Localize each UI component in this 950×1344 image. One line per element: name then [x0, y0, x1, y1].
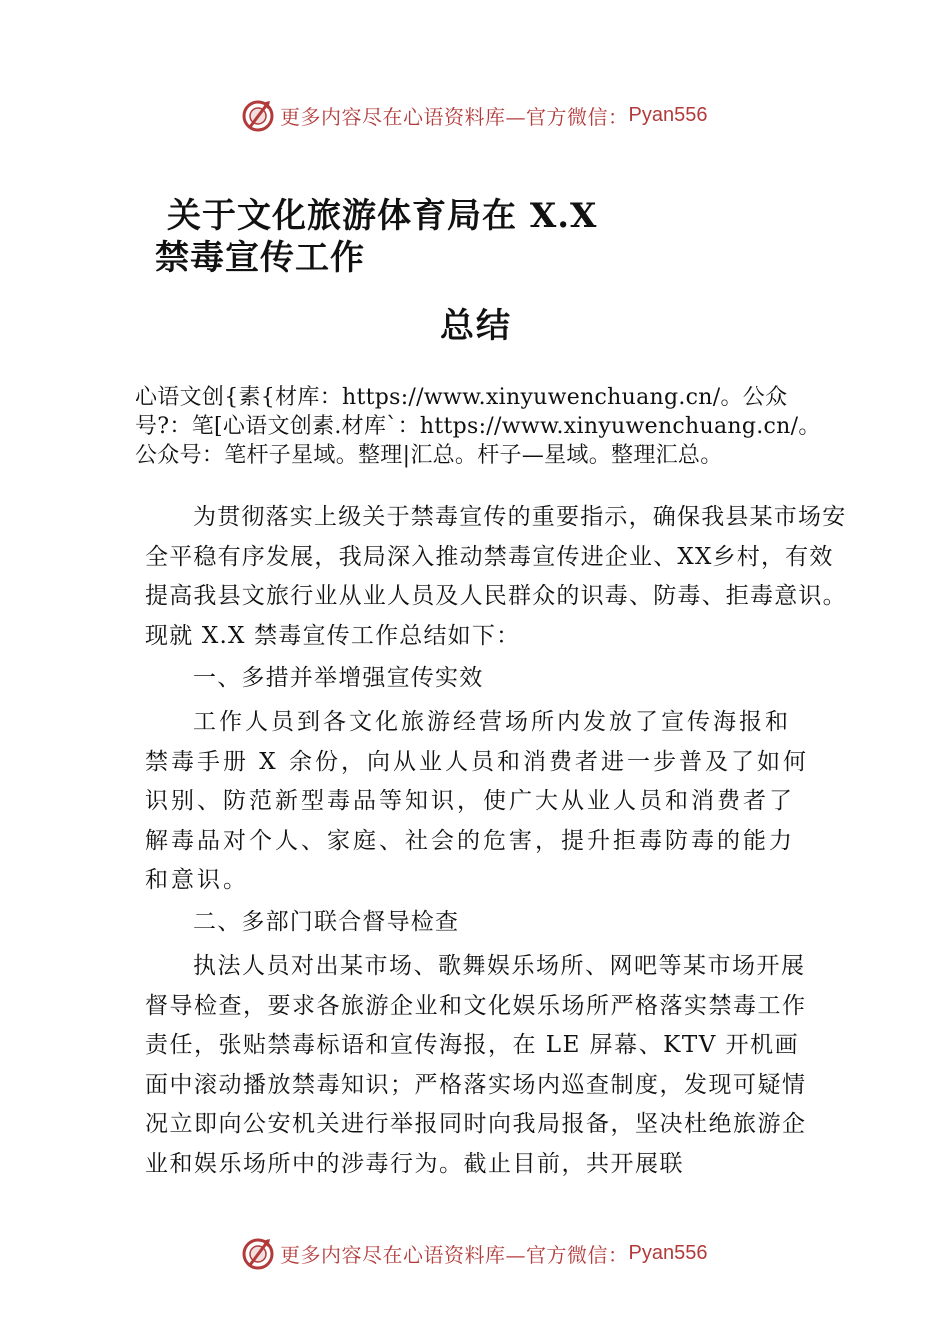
section-2-paragraph: 执法人员对出某市场、歌舞娱乐场所、网吧等某市场开展督导检查，要求各旅游企业和文化娱乐场所严格落实禁毒工作责任，张贴禁毒标语和宣传海报，在 LE 屏幕、KTV 开机画面中滚动播放禁毒知识；严格落实场内巡查制度，发现可疑情况立即向公安机关进行举报同时向我局报备，坚决杜绝旅游企业和娱乐场所中的涉毒行为。截止目前，共开展联 — [145, 953, 807, 1177]
wechat-id: Pyan556 — [628, 103, 708, 126]
document-title-line3: 总结 — [440, 306, 512, 346]
wechat-id: Pyan556 — [628, 1241, 708, 1264]
header-watermark-banner — [240, 95, 707, 135]
section-1-paragraph: 工作人员到各文化旅游经营场所内发放了宣传海报和禁毒手册 X 余份，向从业人员和消费者进一步普及了如何识别、防范新型毒品等知识，使广大从业人员和消费者了解毒品对个人、家庭、社会的危害，提升拒毒防毒的能力和意识。 — [145, 709, 809, 893]
document-title-line2: 禁毒宣传工作 — [155, 238, 365, 278]
document-title-line1: 关于文化旅游体育局在 X.X — [167, 196, 598, 236]
section-heading-2: 二、多部门联合督导检查 — [193, 909, 460, 935]
source-note: 心语文创{素{材库：https://www.xinyuwenchuang.cn/。公众号?：笔[心语文创素.材库`：https://www.xinyuwenchuang.cn/。公众号：笔杆子星域。整理|汇总。杆子—星域。整理汇总。 — [135, 385, 821, 468]
footer-watermark-banner — [240, 1233, 707, 1273]
banner-text: 更多内容尽在心语资料库—官方微信： — [280, 1242, 629, 1267]
brand-logo-icon — [240, 1235, 276, 1271]
banner-text: 更多内容尽在心语资料库—官方微信： — [280, 104, 629, 129]
section-heading-1: 一、多措并举增强宣传实效 — [193, 665, 484, 691]
brand-logo-icon — [240, 97, 276, 133]
intro-paragraph: 为贯彻落实上级关于禁毒宣传的重要指示，确保我县某市场安全平稳有序发展，我局深入推动禁毒宣传进企业、XX乡村，有效提高我县文旅行业从业人员及人民群众的识毒、防毒、拒毒意识。现就 X.X 禁毒宣传工作总结如下： — [145, 504, 847, 649]
